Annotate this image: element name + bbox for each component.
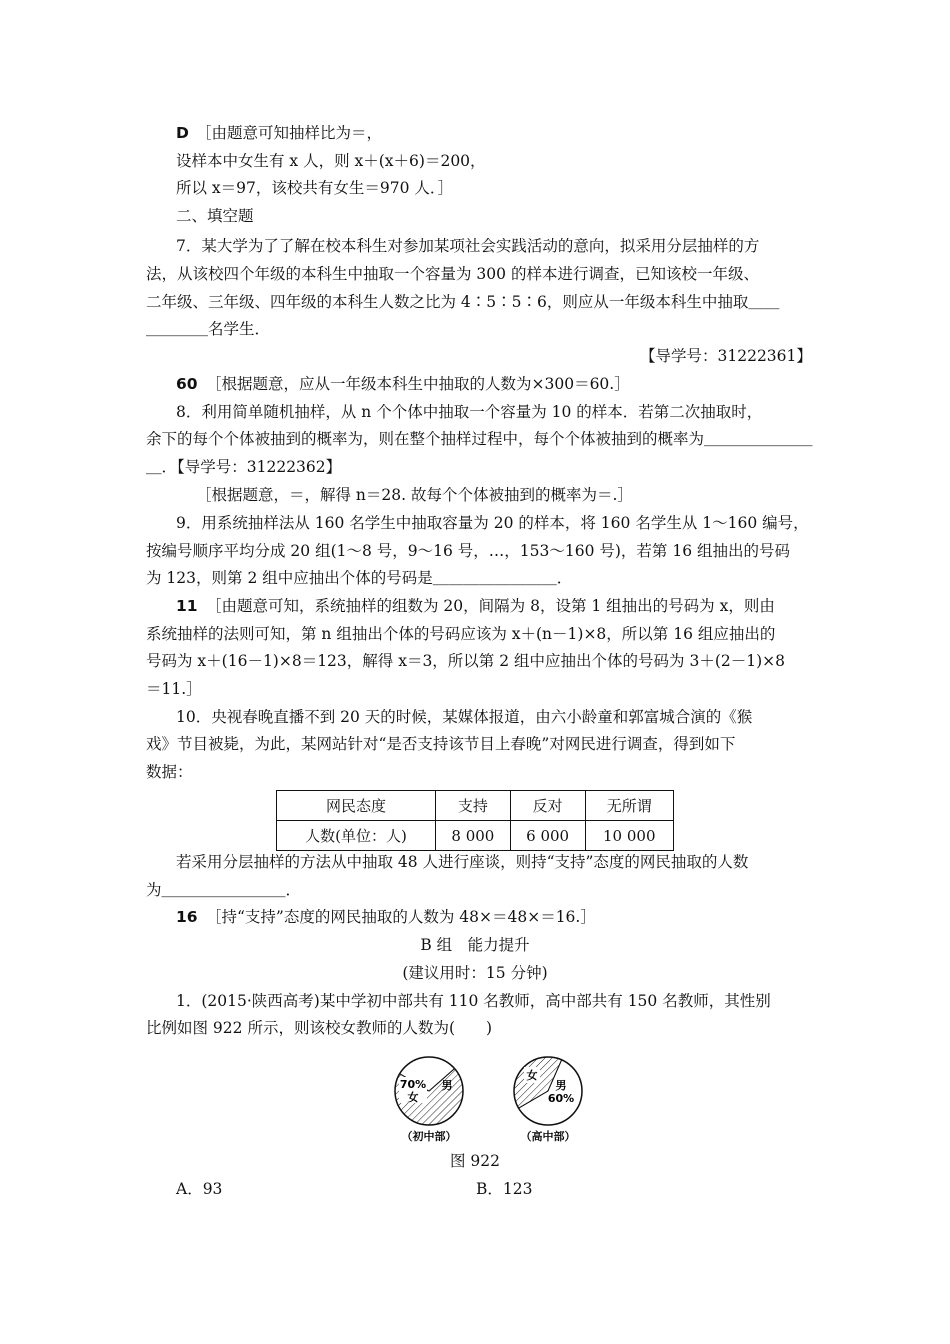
section-heading-fill-blank: 二、填空题 (176, 207, 254, 225)
question-7-line-2: 法，从该校四个年级的本科生中抽取一个容量为 300 的样本进行调查，已知该校一年级、 (146, 265, 759, 283)
option-b: B．123 (476, 1180, 533, 1198)
table-header-cell: 无所谓 (585, 791, 674, 821)
table-header-cell: 反对 (510, 791, 585, 821)
time-hint: (建议用时：15 分钟) (402, 964, 548, 982)
table-header-cell: 支持 (436, 791, 511, 821)
answer-7: ［根据题意，应从一年级本科生中抽取的人数为×300＝60.］ (206, 375, 630, 393)
question-10-line-1: 10．央视春晚直播不到 20 天的时候，某媒体报道，由六小龄童和郭富城合演的《猴 (176, 708, 753, 726)
question-8-line-1: 8．利用简单随机抽样，从 n 个个体中抽取一个容量为 10 的样本．若第二次抽取时， (176, 403, 763, 421)
pie-left (395, 1057, 463, 1143)
table-header-row (277, 791, 674, 821)
answer-6-line-2: 设样本中女生有 x 人，则 x＋(x＋6)＝200， (176, 152, 486, 170)
question-7-line-1: 7．某大学为了了解在校本科生对参加某项社会实践活动的意向，拟采用分层抽样的方 (176, 237, 760, 255)
question-10-line-3: 数据： (146, 763, 193, 781)
question-10-line-4: 若采用分层抽样的方法从中抽取 48 人进行座谈，则持“支持”态度的网民抽取的人数 (176, 853, 749, 871)
question-8-line-2: 余下的每个个体被抽到的概率为，则在整个抽样过程中，每个个体被抽到的概率为＿＿＿＿＿＿＿ (146, 430, 813, 448)
pie-right (514, 1057, 582, 1143)
question-9-line-3: 为 123，则第 2 组中应抽出个体的号码是＿＿＿＿＿＿＿＿． (146, 569, 573, 587)
table-header-cell: 网民态度 (277, 791, 436, 821)
question-7-reference: 【导学号：31222361】 (640, 347, 812, 365)
answer-7-tag: 60 (176, 375, 198, 393)
pie-left-female-label: 女 (407, 1091, 419, 1104)
answer-6-line-3: 所以 x＝97，该校共有女生＝970 人．］ (176, 179, 454, 197)
answer-9-line-4: ＝11.］ (146, 680, 202, 698)
question-7-line-3: 二年级、三年级、四年级的本科生人数之比为 4∶5∶5∶6，则应从一年级本科生中抽取＿＿ (146, 293, 780, 311)
question-b1-line-1: 1．(2015·陕西高考)某中学初中部共有 110 名教师，高中部共有 150 名教师，其性别 (176, 992, 771, 1010)
question-7-line-4: ＿＿＿＿名学生． (146, 320, 271, 338)
option-a: A．93 (176, 1180, 223, 1198)
table-cell: 6 000 (510, 821, 585, 851)
question-10-line-5: 为＿＿＿＿＿＿＿＿． (146, 881, 302, 899)
answer-6-line-1: ［由题意可知抽样比为＝， (196, 124, 383, 142)
pie-figures (385, 1055, 595, 1150)
pie-right-pct-label: 60% (547, 1092, 575, 1105)
answer-tag-d: D (176, 124, 189, 142)
table-cell: 10 000 (585, 821, 674, 851)
table-cell: 人数(单位：人) (277, 821, 436, 851)
pie-right-male-label: 男 (555, 1079, 567, 1092)
question-b1-line-2: 比例如图 922 所示，则该校女教师的人数为( ) (146, 1019, 493, 1037)
pie-right-female-label: 女 (526, 1069, 538, 1082)
question-9-line-1: 9．用系统抽样法从 160 名学生中抽取容量为 20 的样本，将 160 名学生从 1～160 编号， (176, 514, 809, 532)
answer-9-line-1: ［由题意可知，系统抽样的组数为 20，间隔为 8，设第 1 组抽出的号码为 x，则由 (206, 597, 775, 615)
table-cell: 8 000 (436, 821, 511, 851)
group-b-heading: B 组 能力提升 (420, 936, 530, 954)
answer-9-line-3: 号码为 x＋(16－1)×8＝123，解得 x＝3，所以第 2 组中应抽出个体的号码为 3＋(2－1)×8 (146, 652, 785, 670)
table-row (277, 821, 674, 851)
figure-caption: 图 922 (449, 1152, 500, 1170)
answer-10: ［持“支持”态度的网民抽取的人数为 48×＝48×＝16.］ (206, 908, 596, 926)
pie-left-pct-label: 70% (399, 1078, 427, 1091)
question-8-line-3: ＿．【导学号：31222362】 (146, 458, 342, 476)
answer-9-line-2: 系统抽样的法则可知，第 n 组抽出个体的号码应该为 x＋(n－1)×8，所以第 16 组应抽出的 (146, 625, 776, 643)
question-9-line-2: 按编号顺序平均分成 20 组(1～8 号，9～16 号，…，153～160 号)，若第 16 组抽出的号码 (146, 542, 791, 560)
pie-left-caption: （初中部） (401, 1130, 457, 1143)
answer-10-tag: 16 (176, 908, 198, 926)
survey-table (276, 790, 674, 851)
question-10-line-2: 戏》节目被毙，为此，某网站针对“是否支持该节目上春晚”对网民进行调查，得到如下 (146, 735, 736, 753)
pie-left-male-label: 男 (441, 1079, 453, 1092)
answer-9-tag: 11 (176, 597, 198, 615)
answer-8: ［根据题意，＝，解得 n＝28. 故每个个体被抽到的概率为＝.］ (196, 486, 633, 504)
pie-right-caption: （高中部） (520, 1130, 576, 1143)
